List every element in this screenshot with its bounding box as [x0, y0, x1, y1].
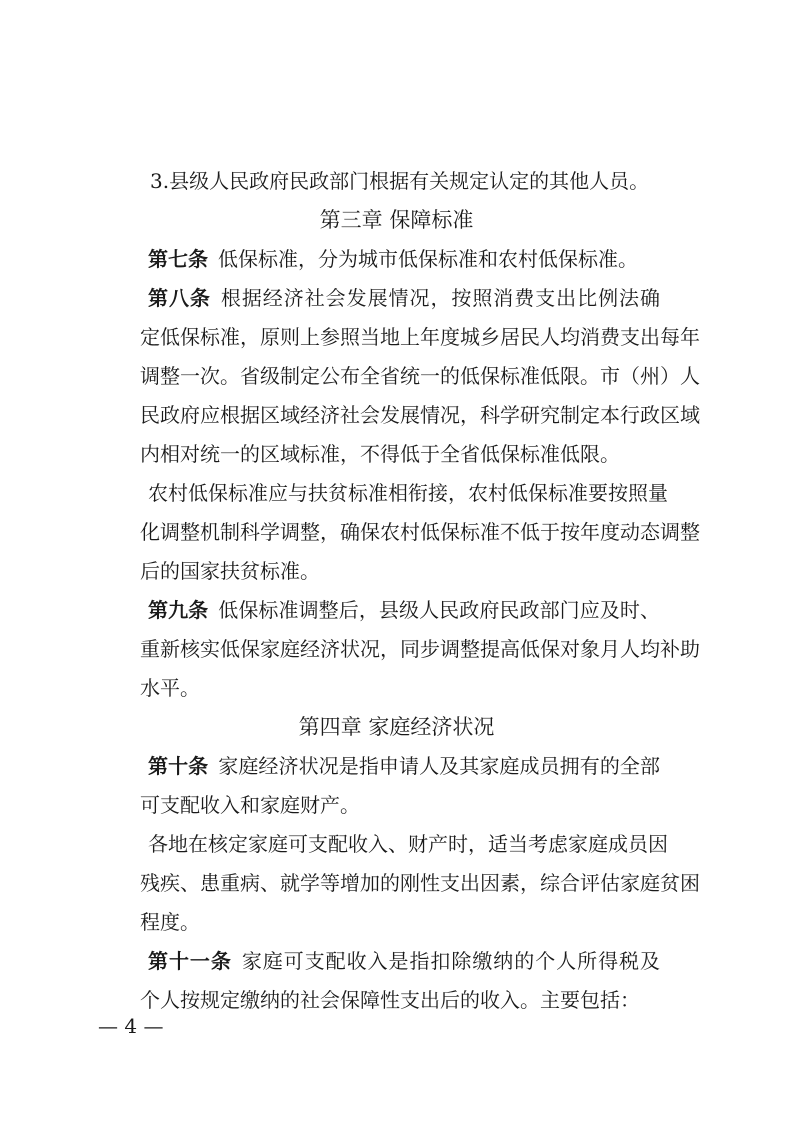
article-7: [148, 245, 668, 273]
article-8-label: 第八条: [148, 286, 211, 310]
chapter-4-heading: 第四章 家庭经济状况: [298, 715, 495, 739]
article-9-label: 第九条: [148, 598, 209, 622]
paragraph-line: 水平。: [140, 676, 200, 700]
article-7-text: 低保标准，分为城市低保标准和农村低保标准。: [218, 247, 638, 271]
article-11-label: 第十一条: [148, 949, 232, 973]
article-10-text: 家庭经济状况是指申请人及其家庭成员拥有的全部: [218, 754, 660, 778]
paragraph-line: 可支配收入和家庭财产。: [140, 793, 360, 817]
chapter-3-heading: 第三章 保障标准: [319, 208, 474, 232]
paragraph-line: 调整一次。省级制定公布全省统一的低保标准低限。市（州）人: [140, 364, 700, 388]
paragraph-line: 各地在核定家庭可支配收入、财产时，适当考虑家庭成员因: [148, 832, 668, 856]
paragraph-line: 残疾、患重病、就学等增加的刚性支出因素，综合评估家庭贫困: [140, 871, 700, 895]
paragraph-line: 程度。: [140, 910, 200, 934]
article-9: [148, 596, 660, 624]
paragraph-line: 化调整机制科学调整，确保农村低保标准不低于按年度动态调整: [140, 520, 700, 544]
article-10: [148, 752, 660, 780]
paragraph-line: 3.县级人民政府民政部门根据有关规定认定的其他人员。: [150, 169, 650, 193]
article-8: [148, 284, 660, 312]
article-11-text: 家庭可支配收入是指扣除缴纳的个人所得税及: [241, 949, 661, 973]
article-9-text: 低保标准调整后，县级人民政府民政部门应及时、: [218, 598, 660, 622]
paragraph-line: 农村低保标准应与扶贫标准相衔接，农村低保标准要按照量: [148, 481, 668, 505]
paragraph-line: 重新核实低保家庭经济状况，同步调整提高低保对象月人均补助: [140, 637, 700, 661]
article-10-label: 第十条: [148, 754, 209, 778]
page-number: — 4 —: [98, 1014, 164, 1038]
article-8-text: 根据经济社会发展情况，按照消费支出比例法确: [220, 286, 661, 310]
article-11: [148, 947, 660, 975]
paragraph-line: 个人按规定缴纳的社会保障性支出后的收入。主要包括：: [140, 988, 640, 1012]
article-7-label: 第七条: [148, 247, 208, 271]
paragraph-line: 定低保标准，原则上参照当地上年度城乡居民人均消费支出每年: [140, 325, 700, 349]
paragraph-line: 内相对统一的区域标准，不得低于全省低保标准低限。: [140, 442, 620, 466]
paragraph-line: 民政府应根据区域经济社会发展情况，科学研究制定本行政区域: [140, 403, 700, 427]
paragraph-line: 后的国家扶贫标准。: [140, 559, 320, 583]
